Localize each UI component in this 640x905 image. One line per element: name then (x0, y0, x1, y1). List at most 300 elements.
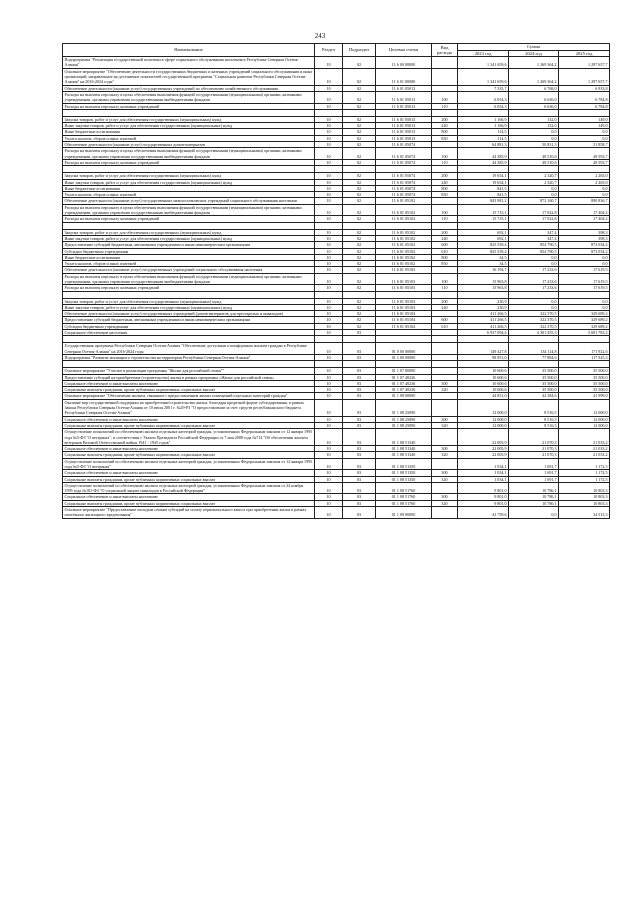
row-target-article: 11 6 01 05103 (376, 285, 432, 291)
row-razdel: 10 (315, 458, 343, 470)
row-sum-2025: 17 619,5 (559, 285, 610, 291)
row-target-article: 11 6 01 05104 (376, 317, 432, 323)
row-razdel: 10 (315, 235, 343, 241)
row-target-article: 01 1 07 40236 (376, 380, 432, 386)
row-name: Закупка товаров, работ и услуг для обеспечения государственных (муниципальных) нужд (63, 229, 315, 235)
row-sum-2025: 41 999,0 (559, 393, 610, 399)
row-target-article: 11 6 01 00000 (376, 68, 432, 85)
spacer-cell (559, 109, 610, 116)
row-sum-2023: 841,5 (458, 192, 509, 198)
row-podrazdel: 03 (343, 393, 376, 399)
row-sum-2023: 34,5 (458, 254, 509, 260)
row-podrazdel: 03 (343, 507, 376, 519)
row-razdel: 10 (315, 91, 343, 103)
header-year-2024: 2024 год (509, 50, 559, 57)
spacer-cell (559, 166, 610, 173)
row-sum-2025: 0,0 (559, 192, 610, 198)
row-sum-2024: 77 884,6 (509, 354, 559, 360)
row-sum-2025: 3 681 783,2 (559, 330, 610, 336)
row-sum-2023: 230,9 (458, 298, 509, 304)
table-row (63, 273, 610, 285)
row-sum-2023: 411 266,5 (458, 323, 509, 329)
row-razdel: 10 (315, 198, 343, 204)
row-sum-2024: 0,0 (509, 254, 559, 260)
row-name: Обеспечение деятельности (оказание услуг) государственных учреждений социального обслуживания населения (63, 267, 315, 273)
row-expense-type: 240 (432, 304, 458, 310)
spacer-cell (509, 166, 559, 173)
row-sum-2025: 329 689,2 (559, 311, 610, 317)
row-name: Иные закупки товаров, работ и услуг для обеспечения государственных (муниципальных) нужд (63, 235, 315, 241)
spacer-cell (458, 166, 509, 173)
row-podrazdel: 03 (343, 354, 376, 360)
budget-table (62, 43, 610, 519)
row-podrazdel: 03 (343, 494, 376, 500)
row-name: Подпрограмма "Реализация государственной политики в сфере социального обслуживания населения в Республике Северная Осетия-Алания" (63, 57, 315, 69)
row-sum-2024: 322 370,5 (509, 311, 559, 317)
row-name: Основное мероприятие "Предоставление молодым семьям субсидий на оплату первоначального взноса при приобретении жилья в рамках ипотечного жилищного кредитования" (63, 507, 315, 519)
row-name: Субсидии бюджетным учреждениям (63, 323, 315, 329)
row-sum-2025: 1 172,5 (559, 458, 610, 470)
header-year-2025: 2025 год (559, 50, 610, 57)
row-expense-type: 240 (432, 235, 458, 241)
row-name: Предоставление субсидий бюджетным, автономным учреждениям и иным некоммерческим организациям (63, 242, 315, 248)
row-sum-2024: 50 831,3 (509, 142, 559, 148)
row-name: Социальные выплаты гражданам, кроме публичных нормативных социальных выплат (63, 476, 315, 482)
row-sum-2025: 398,3 (559, 229, 610, 235)
row-sum-2024: 2 320,7 (509, 179, 559, 185)
row-sum-2025: 17 619,5 (559, 267, 610, 273)
row-sum-2025: 21 033,2 (559, 429, 610, 446)
row-razdel: 10 (315, 285, 343, 291)
row-sum-2025: 0,0 (559, 298, 610, 304)
row-expense-type: 100 (432, 91, 458, 103)
row-name: Осуществление полномочий по обеспечению жильем отдельных категорий граждан, установленных Федеральным законом от 12 января 1995 года №5-ФЗ "О ветеранах", в соответствии с Указом Президента Российской Федерации от 7 мая 2008 года №714 "Об обеспечении жильем ветеранов Великой Отечественной войны 1941 - 1945 годов" (63, 429, 315, 446)
row-sum-2025: 35 500,0 (559, 380, 610, 386)
row-razdel: 10 (315, 470, 343, 476)
row-name: Социальные выплаты гражданам, кроме публичных нормативных социальных выплат (63, 452, 315, 458)
row-name: Обеспечение деятельности (оказание услуг) государственных домов-интернатов (63, 142, 315, 148)
spacer-cell (509, 291, 559, 298)
row-sum-2025: 49 593,7 (559, 159, 610, 165)
row-expense-type: 110 (432, 103, 458, 109)
row-target-article: 11 6 01 05102 (376, 198, 432, 204)
row-expense-type (432, 399, 458, 416)
row-podrazdel: 02 (343, 68, 376, 85)
row-sum-2025: 10 803,3 (559, 500, 610, 506)
row-sum-2023: 9 801,0 (458, 494, 509, 500)
row-razdel: 10 (315, 159, 343, 165)
row-target-article: 11 6 01 05013 (376, 116, 432, 122)
row-podrazdel: 03 (343, 446, 376, 452)
row-sum-2023: 12 000,0 (458, 422, 509, 428)
spacer-cell (458, 109, 509, 116)
row-razdel: 10 (315, 179, 343, 185)
row-sum-2023: 15 715,1 (458, 216, 509, 222)
row-sum-2024: 0,0 (509, 129, 559, 135)
row-expense-type: 200 (432, 229, 458, 235)
row-sum-2023: 19 654,1 (458, 173, 509, 179)
row-sum-2023: 44 385,9 (458, 159, 509, 165)
spacer-cell (559, 361, 610, 368)
row-sum-2024: 1 691,7 (509, 458, 559, 470)
row-podrazdel: 02 (343, 285, 376, 291)
row-expense-type: 320 (432, 500, 458, 506)
row-podrazdel: 03 (343, 422, 376, 428)
spacer-cell (432, 109, 458, 116)
row-sum-2023: 7 335,7 (458, 85, 509, 91)
spacer-cell (315, 361, 343, 368)
spacer-cell (432, 222, 458, 229)
row-sum-2024: 6 768,0 (509, 85, 559, 91)
row-podrazdel: 02 (343, 142, 376, 148)
header-year-2023: 2023 год (458, 50, 509, 57)
spacer-cell (559, 291, 610, 298)
row-sum-2023: 43 759,6 (458, 507, 509, 519)
row-name: Обеспечение деятельности (оказание услуг) государственных учреждений по обеспечению хозяйственного обслуживания (63, 85, 315, 91)
row-name: Основное мероприятие "Обеспечение жильем, связанное с предоставлением жилых помещений отдельных категорий граждан" (63, 393, 315, 399)
row-razdel: 10 (315, 248, 343, 254)
row-podrazdel: 02 (343, 159, 376, 165)
row-sum-2024: 347,4 (509, 229, 559, 235)
row-name: Оказание мер государственной поддержки на приобретение/строительство жилья, благодаря кредитной форме субсидирования, в рамках Закона Республики Северная Осетия-Алания от 10 июля 2001 г. №29-РЗ "О предоставлении за счет средств республиканского бюджета Республики Северная Осетия-Алания" (63, 399, 315, 416)
row-name: Предоставление субсидий на приобретение (строительство) жилья в рамках программы «Жилье для российской семьи» (63, 374, 315, 380)
row-podrazdel: 02 (343, 273, 376, 285)
row-podrazdel: 03 (343, 330, 376, 336)
spacer-cell (458, 361, 509, 368)
row-podrazdel: 03 (343, 416, 376, 422)
table-spacer-row (63, 222, 610, 229)
row-sum-2023: 411 266,5 (458, 311, 509, 317)
row-razdel: 10 (315, 142, 343, 148)
row-sum-2024: 17 233,6 (509, 285, 559, 291)
row-sum-2024: 132,0 (509, 116, 559, 122)
row-sum-2023: 22 005,9 (458, 446, 509, 452)
row-name: Социальные выплаты гражданам, кроме публичных нормативных социальных выплат (63, 500, 315, 506)
table-spacer-row (63, 361, 610, 368)
table-row (63, 204, 610, 216)
spacer-cell (63, 222, 315, 229)
spacer-cell (376, 336, 432, 343)
row-razdel: 10 (315, 185, 343, 191)
row-expense-type: 300 (432, 494, 458, 500)
row-target-article: 01 1 08 00000 (376, 393, 432, 399)
header-razdel: Раздел (315, 44, 343, 57)
row-sum-2025: 0,0 (559, 185, 610, 191)
row-sum-2025: 1 297 657,7 (559, 68, 610, 85)
row-podrazdel: 03 (343, 429, 376, 446)
row-target-article: 01 1 07 00000 (376, 368, 432, 374)
row-podrazdel: 02 (343, 198, 376, 204)
spacer-cell (343, 361, 376, 368)
row-podrazdel: 02 (343, 57, 376, 69)
row-target-article: 11 6 01 05104 (376, 323, 432, 329)
row-expense-type: 200 (432, 173, 458, 179)
spacer-cell (432, 361, 458, 368)
row-name: Закупка товаров, работ и услуг для обеспечения государственных (муниципальных) нужд (63, 116, 315, 122)
spacer-cell (63, 291, 315, 298)
row-razdel: 10 (315, 173, 343, 179)
row-expense-type: 600 (432, 317, 458, 323)
row-podrazdel: 03 (343, 399, 376, 416)
row-razdel: 10 (315, 129, 343, 135)
row-sum-2024: 8 516,5 (509, 399, 559, 416)
row-sum-2023: 19 654,1 (458, 179, 509, 185)
row-sum-2024: 0,0 (509, 192, 559, 198)
row-expense-type: 800 (432, 185, 458, 191)
row-razdel: 10 (315, 273, 343, 285)
row-sum-2023: 843 981,2 (458, 198, 509, 204)
row-target-article: 11 6 01 05102 (376, 242, 432, 248)
row-podrazdel: 02 (343, 204, 376, 216)
row-podrazdel: 02 (343, 85, 376, 91)
header-name: Наименование (63, 44, 315, 57)
row-podrazdel: 02 (343, 229, 376, 235)
row-sum-2023: 1 034,1 (458, 470, 509, 476)
row-sum-2025: 35 500,0 (559, 368, 610, 374)
row-sum-2025: 21 033,2 (559, 446, 610, 452)
row-razdel: 10 (315, 229, 343, 235)
spacer-cell (63, 109, 315, 116)
row-podrazdel: 02 (343, 179, 376, 185)
spacer-cell (376, 291, 432, 298)
row-sum-2023: 692,1 (458, 235, 509, 241)
table-row (63, 429, 610, 446)
row-sum-2025: 149,0 (559, 123, 610, 129)
row-razdel: 10 (315, 68, 343, 85)
row-expense-type: 800 (432, 254, 458, 260)
header-sum: Сумма (458, 44, 610, 51)
row-razdel: 10 (315, 254, 343, 260)
row-name: Расходы на выплаты персоналу в целях обеспечения выполнения функций государственными (муниципальными) органами, казенными учреждениями, органами управления государственными внебюджетными фондами (63, 204, 315, 216)
row-sum-2023: 10 600,6 (458, 387, 509, 393)
row-podrazdel: 02 (343, 103, 376, 109)
row-target-article: 11 6 01 05013 (376, 85, 432, 91)
row-podrazdel: 02 (343, 304, 376, 310)
row-target-article: 11 6 01 05102 (376, 235, 432, 241)
row-sum-2025: 117 925,3 (559, 354, 610, 360)
row-sum-2024: 6 636,0 (509, 91, 559, 103)
row-podrazdel: 02 (343, 148, 376, 160)
row-name: Обеспечение деятельности (оказание услуг) государственных учреждений (домов-интернатов для престарелых и инвалидов) (63, 311, 315, 317)
row-razdel: 10 (315, 399, 343, 416)
row-razdel: 10 (315, 393, 343, 399)
row-sum-2024: 4 301 455,3 (509, 330, 559, 336)
row-sum-2025: 0,0 (559, 254, 610, 260)
row-podrazdel: 02 (343, 116, 376, 122)
row-razdel: 10 (315, 317, 343, 323)
row-name: Осуществление полномочий по обеспечению жильем отдельных категорий граждан, установленных Федеральным законом от 12 января 1995 года №5-ФЗ "О ветеранах" (63, 458, 315, 470)
row-razdel: 10 (315, 476, 343, 482)
row-name: Закупка товаров, работ и услуг для обеспечения государственных (муниципальных) нужд (63, 298, 315, 304)
row-sum-2024: 854 790,5 (509, 248, 559, 254)
row-sum-2024: 35 500,0 (509, 374, 559, 380)
spacer-cell (315, 109, 343, 116)
row-target-article: 11 6 00 00000 (376, 57, 432, 69)
row-sum-2023: 22 005,9 (458, 452, 509, 458)
row-expense-type: 240 (432, 179, 458, 185)
row-name: Расходы на выплаты персоналу казенных учреждений (63, 216, 315, 222)
row-expense-type (432, 343, 458, 355)
row-sum-2023: 16 194,7 (458, 267, 509, 273)
row-name: Закупка товаров, работ и услуг для обеспечения государственных (муниципальных) нужд (63, 173, 315, 179)
row-sum-2024: 8 516,5 (509, 422, 559, 428)
spacer-cell (343, 166, 376, 173)
row-podrazdel: 02 (343, 192, 376, 198)
row-podrazdel: 02 (343, 129, 376, 135)
table-row (63, 458, 610, 470)
row-expense-type: 200 (432, 298, 458, 304)
row-target-article: 01 1 08 25090 (376, 416, 432, 422)
row-expense-type: 110 (432, 216, 458, 222)
row-sum-2024: 0,0 (509, 185, 559, 191)
row-sum-2025: 6 784,8 (559, 103, 610, 109)
table-row (63, 148, 610, 160)
spacer-cell (63, 361, 315, 368)
row-target-article: 11 6 01 05074 (376, 192, 432, 198)
row-sum-2024: 872 160,7 (509, 198, 559, 204)
row-sum-2025: 171 922,6 (559, 343, 610, 355)
row-sum-2023: 114,5 (458, 129, 509, 135)
row-target-article: 11 6 01 05102 (376, 204, 432, 216)
row-target-article: 11 6 01 05013 (376, 103, 432, 109)
row-sum-2025: 49 593,7 (559, 148, 610, 160)
row-sum-2023: 15 963,8 (458, 273, 509, 285)
row-expense-type (432, 68, 458, 85)
header-podrazdel: Подраздел (343, 44, 376, 57)
row-expense-type: 300 (432, 416, 458, 422)
row-sum-2025: 0,0 (559, 304, 610, 310)
table-row (63, 91, 610, 103)
row-name: Иные бюджетные ассигнования (63, 254, 315, 260)
row-sum-2025: 34 515,3 (559, 507, 610, 519)
row-name: Расходы на выплаты персоналу в целях обеспечения выполнения функций государственными (муниципальными) органами, казенными учреждениями, органами управления государственными внебюджетными фондами (63, 273, 315, 285)
row-name: Расходы на выплаты персоналу казенных учреждений (63, 285, 315, 291)
row-expense-type: 320 (432, 452, 458, 458)
row-sum-2025: 149,0 (559, 116, 610, 122)
row-podrazdel: 03 (343, 452, 376, 458)
row-sum-2024: 0,0 (509, 507, 559, 519)
row-sum-2025: 2 265,0 (559, 179, 610, 185)
row-target-article: 01 1 07 40236 (376, 374, 432, 380)
row-sum-2023: 825 539,4 (458, 248, 509, 254)
row-sum-2023: 692,1 (458, 229, 509, 235)
row-sum-2025: 17 619,5 (559, 273, 610, 285)
spacer-cell (63, 336, 315, 343)
spacer-cell (509, 336, 559, 343)
row-sum-2025: 0,0 (559, 261, 610, 267)
spacer-cell (376, 222, 432, 229)
row-name: Государственная программа Республики Северная Осетия-Алания "Обеспечение доступным и комфортным жильем граждан в Республике Северная Осетия-Алания" на 2016-2024 годы (63, 343, 315, 355)
row-name: Социальное обеспечение и иные выплаты населению (63, 416, 315, 422)
spacer-cell (458, 336, 509, 343)
row-target-article: 01 1 00 00000 (376, 354, 432, 360)
row-expense-type: 100 (432, 148, 458, 160)
row-sum-2023: 1 341 659,6 (458, 57, 509, 69)
row-name: Уплата налогов, сборов и иных платежей (63, 192, 315, 198)
row-sum-2024: 8 516,5 (509, 416, 559, 422)
row-sum-2025: 2 265,0 (559, 173, 610, 179)
row-sum-2024: 17 022,8 (509, 216, 559, 222)
row-sum-2023: 9 801,0 (458, 482, 509, 494)
row-razdel: 10 (315, 452, 343, 458)
spacer-cell (376, 109, 432, 116)
spacer-cell (559, 336, 610, 343)
row-sum-2024: 132,0 (509, 123, 559, 129)
row-razdel: 10 (315, 422, 343, 428)
row-expense-type: 800 (432, 129, 458, 135)
table-row (63, 399, 610, 416)
spacer-cell (343, 336, 376, 343)
row-expense-type: 300 (432, 470, 458, 476)
row-sum-2023: 411 266,5 (458, 317, 509, 323)
row-expense-type: 300 (432, 446, 458, 452)
row-expense-type (432, 458, 458, 470)
spacer-cell (559, 222, 610, 229)
row-podrazdel: 03 (343, 470, 376, 476)
row-sum-2025: 1 297 657,7 (559, 57, 610, 69)
row-razdel: 10 (315, 261, 343, 267)
row-expense-type: 320 (432, 422, 458, 428)
row-razdel: 10 (315, 103, 343, 109)
spacer-cell (432, 166, 458, 173)
row-sum-2025: 35 500,0 (559, 387, 610, 393)
row-podrazdel: 02 (343, 248, 376, 254)
row-name: Социальное обеспечение и иные выплаты населению (63, 494, 315, 500)
row-target-article: 01 0 00 00000 (376, 343, 432, 355)
row-razdel: 10 (315, 216, 343, 222)
row-sum-2024: 2 320,7 (509, 173, 559, 179)
row-sum-2023: 12 000,0 (458, 416, 509, 422)
row-sum-2023: 64 881,3 (458, 142, 509, 148)
spacer-cell (376, 361, 432, 368)
row-podrazdel: 02 (343, 91, 376, 103)
row-sum-2025: 1 172,5 (559, 476, 610, 482)
row-razdel: 10 (315, 192, 343, 198)
row-name: Обеспечение деятельности (оказание услуг) государственных межпоселенческих учреждений социального обслуживания населения (63, 198, 315, 204)
row-podrazdel: 02 (343, 135, 376, 141)
row-target-article: 11 6 01 05074 (376, 173, 432, 179)
spacer-cell (63, 166, 315, 173)
row-sum-2023: 15 963,8 (458, 285, 509, 291)
row-name: Иные закупки товаров, работ и услуг для обеспечения государственных (муниципальных) нужд (63, 123, 315, 129)
row-razdel: 10 (315, 416, 343, 422)
row-sum-2024: 6 636,0 (509, 103, 559, 109)
row-target-article: 11 6 01 05102 (376, 254, 432, 260)
table-spacer-row (63, 166, 610, 173)
row-sum-2024: 322 370,5 (509, 323, 559, 329)
row-target-article: 11 6 01 05013 (376, 135, 432, 141)
row-sum-2024: 48 510,6 (509, 159, 559, 165)
row-sum-2024: 42 384,6 (509, 393, 559, 399)
row-target-article: 11 6 01 05103 (376, 298, 432, 304)
row-sum-2025: 17 404,2 (559, 216, 610, 222)
row-target-article: 01 1 09 00000 (376, 507, 432, 519)
row-sum-2024: 854 790,5 (509, 242, 559, 248)
row-sum-2023: 1 166,9 (458, 116, 509, 122)
spacer-cell (343, 109, 376, 116)
table-body (63, 57, 610, 518)
row-target-article: 11 6 01 05013 (376, 91, 432, 103)
row-razdel: 10 (315, 354, 343, 360)
row-name: Иные бюджетные ассигнования (63, 185, 315, 191)
row-razdel: 10 (315, 311, 343, 317)
table-spacer-row (63, 336, 610, 343)
row-name: Основное мероприятие "Обеспечение деятельности государственных бюджетных и казенных учреждений социального обслуживания и иных организаций, направленное на достижение показателей государственной программы "Социальная развитие Республики Северная Осетия-Алания" на 2016-2024 годы" (63, 68, 315, 85)
row-expense-type: 110 (432, 159, 458, 165)
row-target-article: 11 6 01 05103 (376, 267, 432, 273)
row-name: Подпрограмма "Развитие жилищного строительства на территории Республики Северная Осетия-Алания" (63, 354, 315, 360)
row-expense-type: 110 (432, 285, 458, 291)
